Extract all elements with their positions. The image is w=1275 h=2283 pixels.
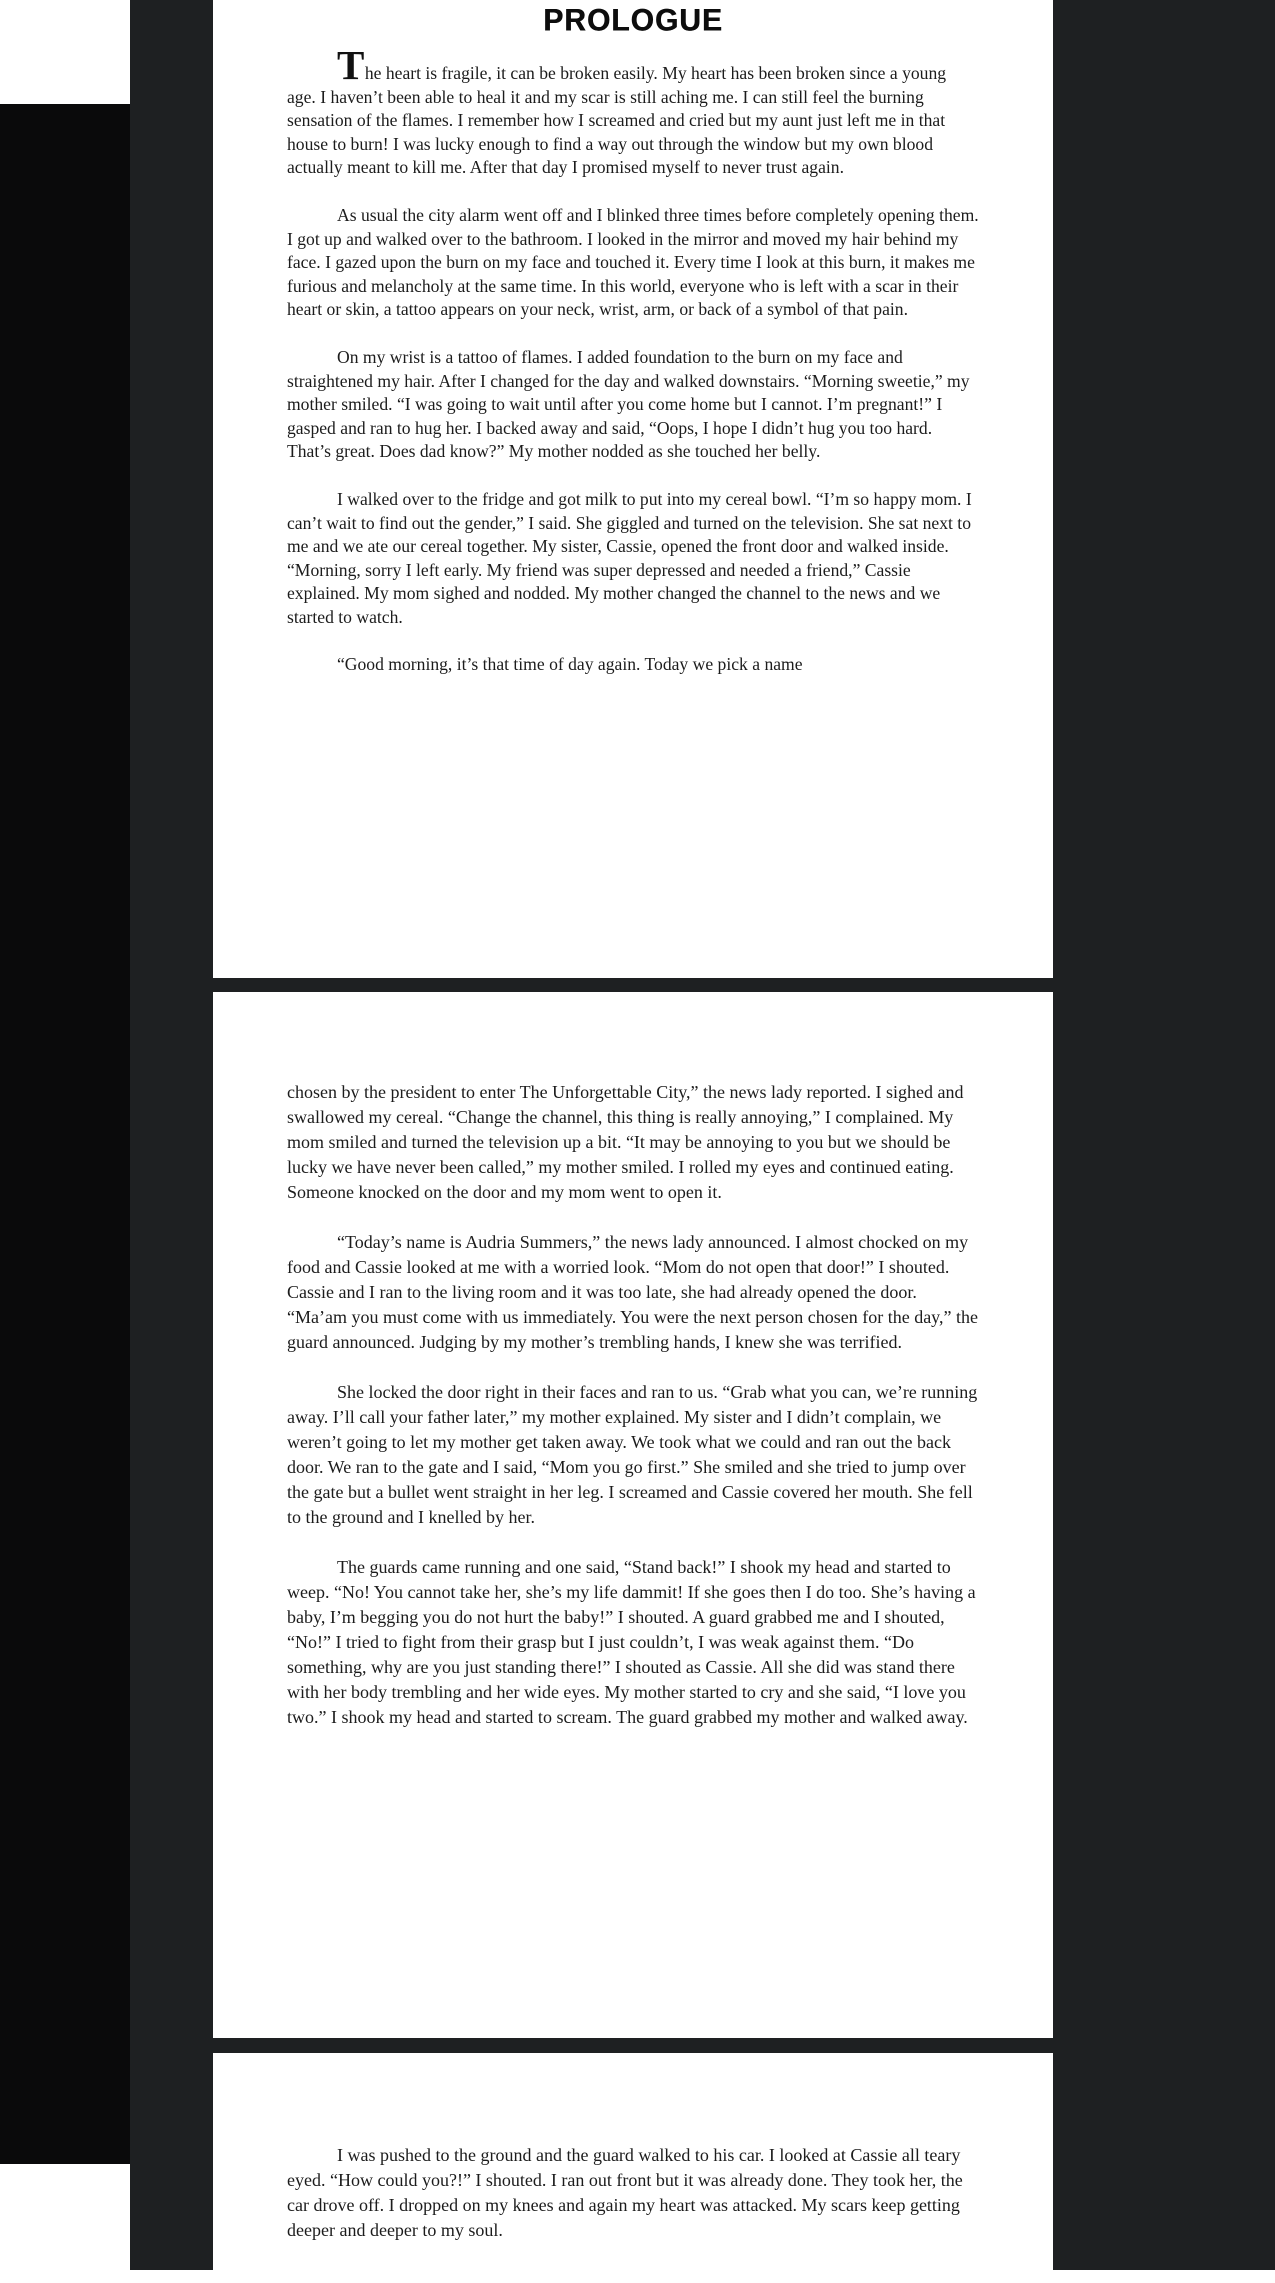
paragraph: As usual the city alarm went off and I blinked three times before completely opening them. I got up and walked over to the bathroom. I looked in the mirror and moved my hair behind my face. I gazed upon the burn on my face and touched it. Every time I look at this burn, it makes me furious and melancholy at the same time. In this world, everyone who is left with a scar in their heart or skin, a tattoo appears on your neck, wrist, arm, or back of a symbol of that pain. — [287, 204, 979, 320]
page-2-body — [287, 1080, 979, 1730]
paragraph: I walked over to the fridge and got milk to put into my cereal bowl. “I’m so happy mom. I can’t wait to find out the gender,” I said. She giggled and turned on the television. She sat next to me and we ate our cereal together. My sister, Cassie, opened the front door and walked inside. “Morning, sorry I left early. My friend was super depressed and needed a friend,” Cassie explained. My mom sighed and nodded. My mother changed the channel to the news and we started to watch. — [287, 488, 972, 627]
paragraph: She locked the door right in their faces and ran to us. “Grab what you can, we’re running away. I’ll call your father later,” my mother explained. My sister and I didn’t complain, we weren’t going to let my mother get taken away. We took what we could and ran out the back door. We ran to the gate and I said, “Mom you go first.” She smiled and she tried to jump over the gate but a bullet went straight in her leg. I screamed and Cassie covered her mouth. She fell to the ground and I knelled by her. — [287, 1382, 978, 1527]
document-page-2 — [213, 992, 1053, 2038]
document-page-3 — [213, 2053, 1053, 2283]
paragraph: chosen by the president to enter The Unforgettable City,” the news lady reported. I sighed and swallowed my cereal. “Change the channel, this thing is really annoying,” I complained. My mom smiled and turned the television up a bit. “It may be annoying to you but we should be lucky we have never been called,” my mother smiled. I rolled my eyes and continued eating. Someone knocked on the door and my mom went to open it. — [287, 1082, 964, 1202]
paragraph-text: he heart is fragile, it can be broken easily. My heart has been broken since a young age. I haven’t been able to heal it and my scar is still aching me. I can still feel the burning sensation of the flames. I remember how I screamed and cried but my aunt just left me in that house to burn! I was lucky enough to find a way out through the window but my own blood actually meant to kill me. After that day I promised myself to never trust again. — [287, 63, 947, 178]
document-page-1 — [213, 0, 1053, 978]
paragraph — [287, 42, 979, 180]
page-1-body — [287, 42, 979, 677]
paragraph: The guards came running and one said, “Stand back!” I shook my head and started to weep. “No! You cannot take her, she’s my life dammit! If she goes then I do too. She’s having a baby, I’m begging you do not hurt the baby!” I shouted. A guard grabbed me and I shouted, “No!” I tried to fight from their grasp but I just couldn’t, I was weak against them. “Do something, why are you just standing there!” I shouted as Cassie. All she did was stand there with her body trembling and her wide eyes. My mother started to cry and she said, “I love you two.” I shook my head and started to scream. The guard grabbed my mother and walked away. — [287, 1557, 976, 1727]
paragraph: “Good morning, it’s that time of day again. Today we pick a name — [337, 654, 803, 675]
page-title: PROLOGUE — [543, 3, 723, 38]
paragraph: On my wrist is a tattoo of flames. I added foundation to the burn on my face and straightened my hair. After I changed for the day and walked downstairs. “Morning sweetie,” my mother smiled. “I was going to wait until after you come home but I cannot. I’m pregnant!” I gasped and ran to hug her. I backed away and said, “Oops, I hope I didn’t hug you too hard. That’s great. Does dad know?” My mother nodded as she touched her belly. — [287, 346, 970, 462]
page-3-body — [287, 2143, 979, 2243]
drop-cap: T — [337, 42, 365, 88]
paragraph: I was pushed to the ground and the guard walked to his car. I looked at Cassie all teary eyed. “How could you?!” I shouted. I ran out front but it was already done. They took her, the car drove off. I dropped on my knees and again my heart was attacked. My scars keep getting deeper and deeper to my soul. — [287, 2145, 963, 2240]
paragraph: “Today’s name is Audria Summers,” the news lady announced. I almost chocked on my food and Cassie looked at me with a worried look. “Mom do not open that door!” I shouted. Cassie and I ran to the living room and it was too late, she had already opened the door. “Ma’am you must come with us immediately. You were the next person chosen for the day,” the guard announced. Judging by my mother’s trembling hands, I knew she was terrified. — [287, 1232, 978, 1352]
left-black-banner — [0, 104, 130, 2164]
